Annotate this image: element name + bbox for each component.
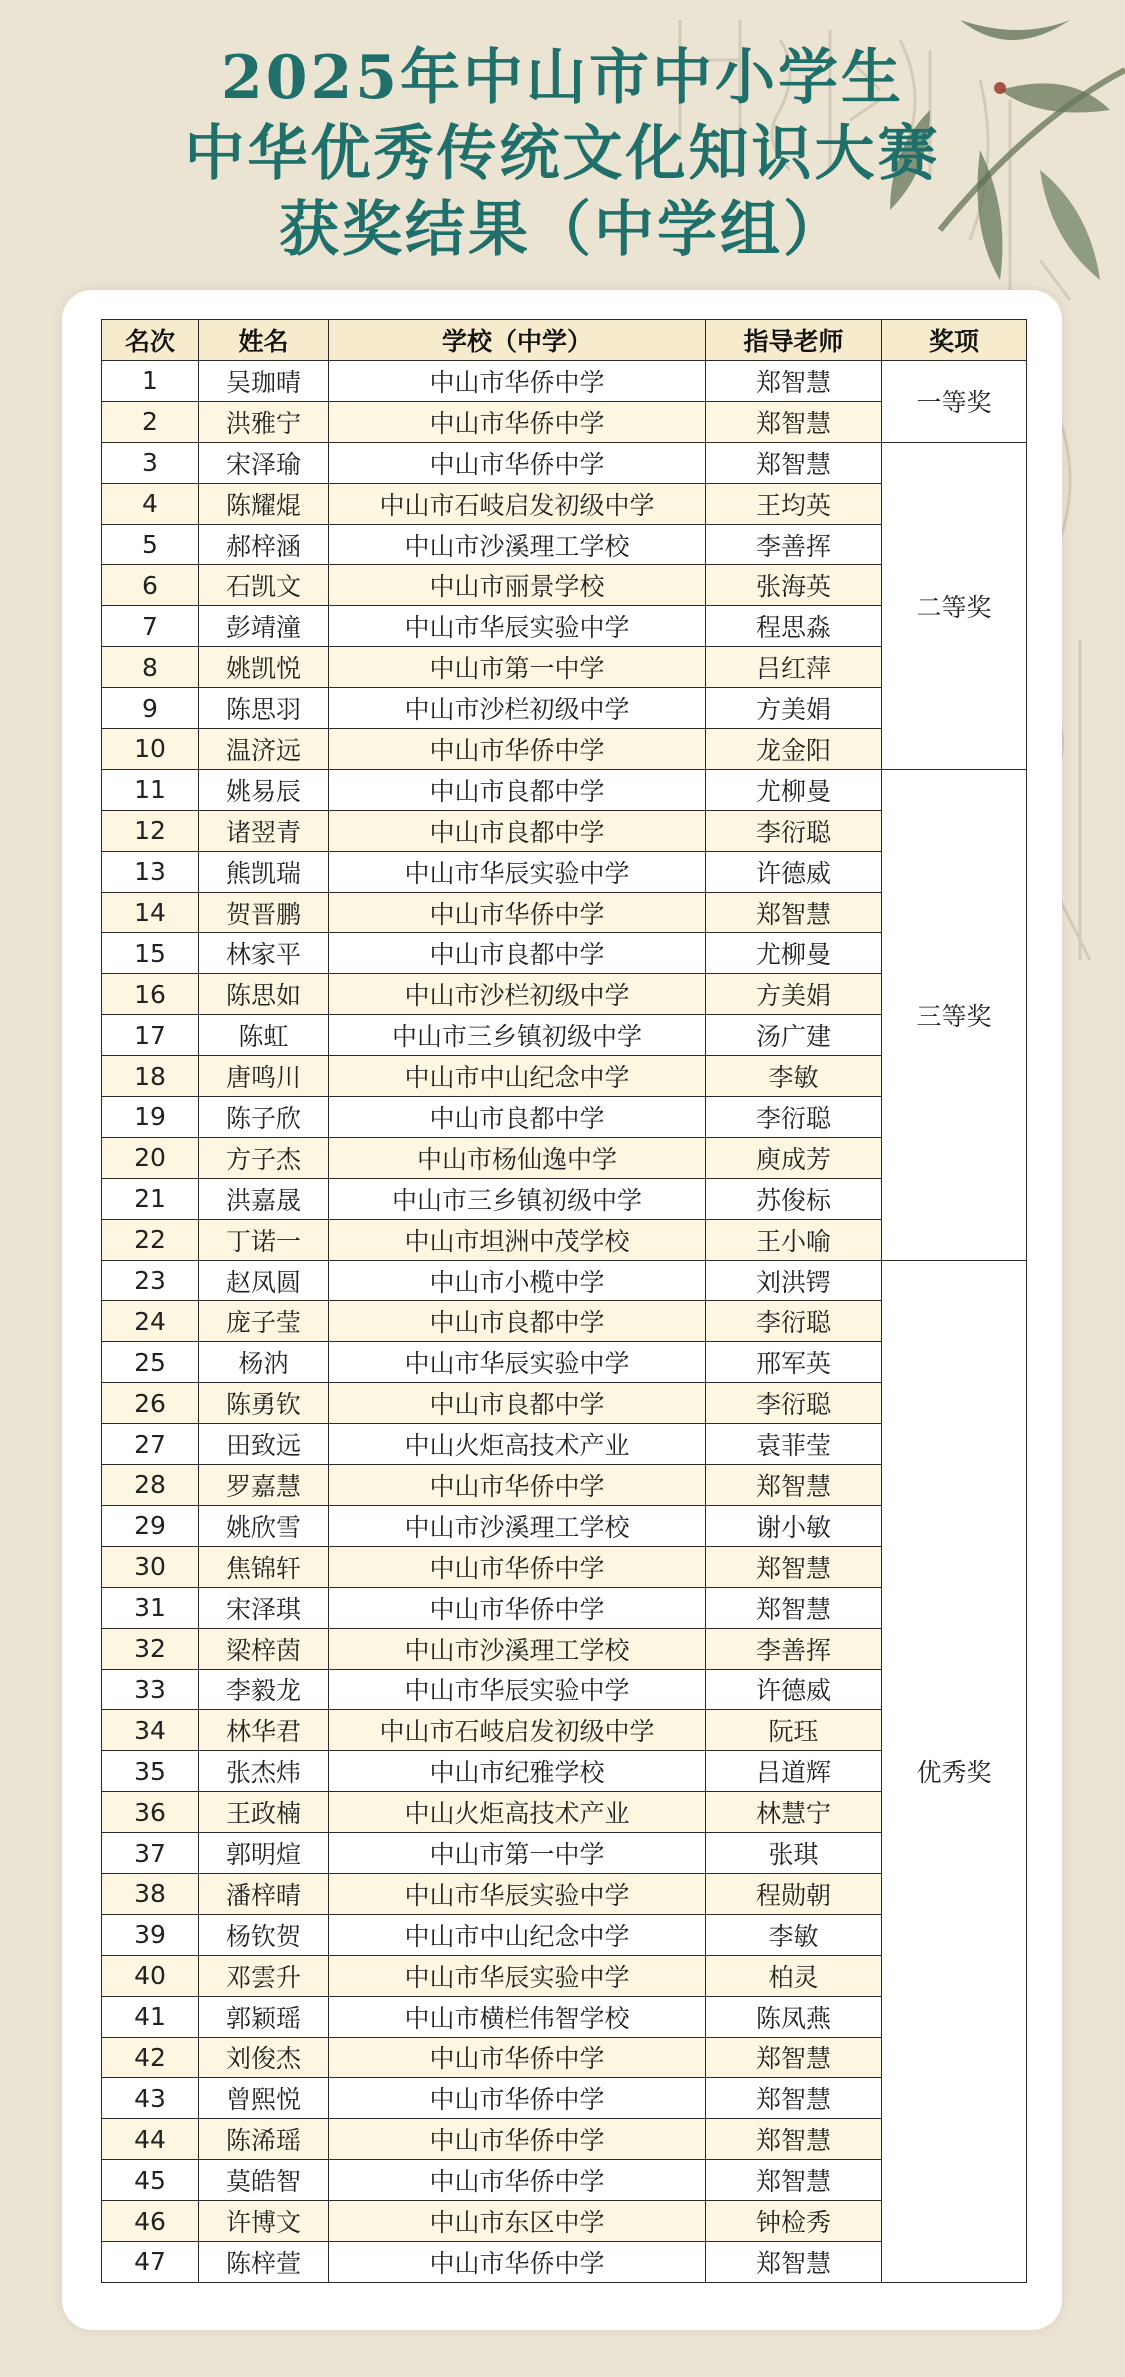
rank-cell: 17 — [102, 1015, 199, 1056]
name-cell: 邓雲升 — [199, 1955, 329, 1996]
rank-cell: 43 — [102, 2078, 199, 2119]
name-cell: 许博文 — [199, 2201, 329, 2242]
rank-cell: 40 — [102, 1955, 199, 1996]
name-cell: 庞子莹 — [199, 1301, 329, 1342]
school-cell: 中山市良都中学 — [329, 1383, 706, 1424]
teacher-cell: 吕道辉 — [706, 1751, 882, 1792]
rank-cell: 35 — [102, 1751, 199, 1792]
award-cell: 三等奖 — [882, 769, 1027, 1260]
teacher-cell: 方美娟 — [706, 688, 882, 729]
teacher-cell: 庾成芳 — [706, 1137, 882, 1178]
table-header-row — [102, 320, 1027, 361]
school-cell: 中山市沙栏初级中学 — [329, 688, 706, 729]
rank-cell: 20 — [102, 1137, 199, 1178]
table-row — [102, 361, 1027, 402]
rank-cell: 11 — [102, 769, 199, 810]
name-cell: 陈梓萱 — [199, 2241, 329, 2282]
name-cell: 潘梓晴 — [199, 1873, 329, 1914]
rank-cell: 27 — [102, 1424, 199, 1465]
school-cell: 中山市华侨中学 — [329, 1546, 706, 1587]
name-cell: 赵凤圆 — [199, 1260, 329, 1301]
teacher-cell: 郑智慧 — [706, 401, 882, 442]
teacher-cell: 程勋朝 — [706, 1873, 882, 1914]
rank-cell: 45 — [102, 2160, 199, 2201]
name-cell: 刘俊杰 — [199, 2037, 329, 2078]
name-cell: 焦锦轩 — [199, 1546, 329, 1587]
teacher-cell: 李善挥 — [706, 1628, 882, 1669]
teacher-cell: 尤柳曼 — [706, 933, 882, 974]
teacher-cell: 郑智慧 — [706, 442, 882, 483]
rank-cell: 31 — [102, 1587, 199, 1628]
name-cell: 陈思如 — [199, 974, 329, 1015]
teacher-cell: 方美娟 — [706, 974, 882, 1015]
school-cell: 中山市丽景学校 — [329, 565, 706, 606]
school-cell: 中山市华侨中学 — [329, 1465, 706, 1506]
name-cell: 吴珈晴 — [199, 361, 329, 402]
teacher-cell: 柏灵 — [706, 1955, 882, 1996]
header-teacher: 指导老师 — [706, 320, 882, 361]
name-cell: 唐鸣川 — [199, 1056, 329, 1097]
teacher-cell: 钟检秀 — [706, 2201, 882, 2242]
name-cell: 曾熙悦 — [199, 2078, 329, 2119]
name-cell: 郭颖瑶 — [199, 1996, 329, 2037]
rank-cell: 24 — [102, 1301, 199, 1342]
teacher-cell: 王均英 — [706, 483, 882, 524]
teacher-cell: 李衍聪 — [706, 810, 882, 851]
teacher-cell: 程思淼 — [706, 606, 882, 647]
award-cell: 优秀奖 — [882, 1260, 1027, 2282]
rank-cell: 41 — [102, 1996, 199, 2037]
rank-cell: 39 — [102, 1914, 199, 1955]
rank-cell: 7 — [102, 606, 199, 647]
rank-cell: 21 — [102, 1178, 199, 1219]
school-cell: 中山市良都中学 — [329, 1097, 706, 1138]
teacher-cell: 郑智慧 — [706, 2241, 882, 2282]
school-cell: 中山市纪雅学校 — [329, 1751, 706, 1792]
rank-cell: 37 — [102, 1833, 199, 1874]
name-cell: 郭明煊 — [199, 1833, 329, 1874]
school-cell: 中山火炬高技术产业 — [329, 1792, 706, 1833]
teacher-cell: 李衍聪 — [706, 1301, 882, 1342]
rank-cell: 32 — [102, 1628, 199, 1669]
school-cell: 中山市华侨中学 — [329, 442, 706, 483]
teacher-cell: 陈凤燕 — [706, 1996, 882, 2037]
teacher-cell: 阮珏 — [706, 1710, 882, 1751]
school-cell: 中山火炬高技术产业 — [329, 1424, 706, 1465]
teacher-cell: 苏俊标 — [706, 1178, 882, 1219]
school-cell: 中山市第一中学 — [329, 1833, 706, 1874]
teacher-cell: 郑智慧 — [706, 2037, 882, 2078]
name-cell: 宋泽琪 — [199, 1587, 329, 1628]
results-table — [101, 319, 1027, 2283]
school-cell: 中山市华侨中学 — [329, 1587, 706, 1628]
rank-cell: 18 — [102, 1056, 199, 1097]
table-row — [102, 769, 1027, 810]
table-body — [102, 361, 1027, 2283]
name-cell: 石凯文 — [199, 565, 329, 606]
rank-cell: 3 — [102, 442, 199, 483]
school-cell: 中山市沙溪理工学校 — [329, 1628, 706, 1669]
school-cell: 中山市良都中学 — [329, 769, 706, 810]
teacher-cell: 邢军英 — [706, 1342, 882, 1383]
rank-cell: 4 — [102, 483, 199, 524]
name-cell: 陈耀焜 — [199, 483, 329, 524]
school-cell: 中山市良都中学 — [329, 933, 706, 974]
school-cell: 中山市中山纪念中学 — [329, 1914, 706, 1955]
name-cell: 莫皓智 — [199, 2160, 329, 2201]
school-cell: 中山市横栏伟智学校 — [329, 1996, 706, 2037]
school-cell: 中山市中山纪念中学 — [329, 1056, 706, 1097]
school-cell: 中山市沙溪理工学校 — [329, 1505, 706, 1546]
award-cell: 二等奖 — [882, 442, 1027, 769]
header-school: 学校（中学） — [329, 320, 706, 361]
title-line-1: 2025年中山市中小学生 — [221, 43, 904, 113]
school-cell: 中山市良都中学 — [329, 810, 706, 851]
header-award: 奖项 — [882, 320, 1027, 361]
rank-cell: 47 — [102, 2241, 199, 2282]
school-cell: 中山市华侨中学 — [329, 892, 706, 933]
name-cell: 张杰炜 — [199, 1751, 329, 1792]
rank-cell: 2 — [102, 401, 199, 442]
rank-cell: 5 — [102, 524, 199, 565]
page-header — [0, 40, 1125, 268]
teacher-cell: 王小喻 — [706, 1219, 882, 1260]
name-cell: 宋泽瑜 — [199, 442, 329, 483]
name-cell: 姚凯悦 — [199, 647, 329, 688]
school-cell: 中山市石岐启发初级中学 — [329, 1710, 706, 1751]
rank-cell: 26 — [102, 1383, 199, 1424]
rank-cell: 33 — [102, 1669, 199, 1710]
name-cell: 温济远 — [199, 729, 329, 770]
rank-cell: 34 — [102, 1710, 199, 1751]
teacher-cell: 郑智慧 — [706, 361, 882, 402]
rank-cell: 36 — [102, 1792, 199, 1833]
award-cell: 一等奖 — [882, 361, 1027, 443]
teacher-cell: 张海英 — [706, 565, 882, 606]
school-cell: 中山市杨仙逸中学 — [329, 1137, 706, 1178]
name-cell: 姚易辰 — [199, 769, 329, 810]
teacher-cell: 郑智慧 — [706, 2078, 882, 2119]
school-cell: 中山市坦洲中茂学校 — [329, 1219, 706, 1260]
name-cell: 洪雅宁 — [199, 401, 329, 442]
name-cell: 熊凯瑞 — [199, 851, 329, 892]
name-cell: 罗嘉慧 — [199, 1465, 329, 1506]
teacher-cell: 郑智慧 — [706, 1546, 882, 1587]
name-cell: 田致远 — [199, 1424, 329, 1465]
teacher-cell: 李衍聪 — [706, 1383, 882, 1424]
name-cell: 陈虹 — [199, 1015, 329, 1056]
teacher-cell: 刘洪锷 — [706, 1260, 882, 1301]
title-line-3: 获奖结果（中学组） — [279, 195, 846, 265]
rank-cell: 29 — [102, 1505, 199, 1546]
teacher-cell: 尤柳曼 — [706, 769, 882, 810]
teacher-cell: 李敏 — [706, 1056, 882, 1097]
teacher-cell: 吕红萍 — [706, 647, 882, 688]
rank-cell: 6 — [102, 565, 199, 606]
teacher-cell: 汤广建 — [706, 1015, 882, 1056]
rank-cell: 25 — [102, 1342, 199, 1383]
rank-cell: 38 — [102, 1873, 199, 1914]
school-cell: 中山市华侨中学 — [329, 2078, 706, 2119]
name-cell: 梁梓茵 — [199, 1628, 329, 1669]
name-cell: 杨钦贺 — [199, 1914, 329, 1955]
school-cell: 中山市华侨中学 — [329, 2037, 706, 2078]
rank-cell: 14 — [102, 892, 199, 933]
school-cell: 中山市华侨中学 — [329, 729, 706, 770]
name-cell: 洪嘉晟 — [199, 1178, 329, 1219]
rank-cell: 42 — [102, 2037, 199, 2078]
school-cell: 中山市华侨中学 — [329, 361, 706, 402]
school-cell: 中山市华侨中学 — [329, 2241, 706, 2282]
teacher-cell: 林慧宁 — [706, 1792, 882, 1833]
teacher-cell: 李衍聪 — [706, 1097, 882, 1138]
name-cell: 丁诺一 — [199, 1219, 329, 1260]
rank-cell: 23 — [102, 1260, 199, 1301]
name-cell: 李毅龙 — [199, 1669, 329, 1710]
school-cell: 中山市华辰实验中学 — [329, 1873, 706, 1914]
school-cell: 中山市小榄中学 — [329, 1260, 706, 1301]
name-cell: 贺晋鹏 — [199, 892, 329, 933]
header-name: 姓名 — [199, 320, 329, 361]
school-cell: 中山市三乡镇初级中学 — [329, 1178, 706, 1219]
rank-cell: 28 — [102, 1465, 199, 1506]
rank-cell: 9 — [102, 688, 199, 729]
school-cell: 中山市华辰实验中学 — [329, 606, 706, 647]
name-cell: 姚欣雪 — [199, 1505, 329, 1546]
school-cell: 中山市第一中学 — [329, 647, 706, 688]
name-cell: 陈思羽 — [199, 688, 329, 729]
school-cell: 中山市石岐启发初级中学 — [329, 483, 706, 524]
teacher-cell: 郑智慧 — [706, 1465, 882, 1506]
school-cell: 中山市沙溪理工学校 — [329, 524, 706, 565]
rank-cell: 30 — [102, 1546, 199, 1587]
school-cell: 中山市良都中学 — [329, 1301, 706, 1342]
rank-cell: 15 — [102, 933, 199, 974]
table-row — [102, 442, 1027, 483]
name-cell: 诸翌青 — [199, 810, 329, 851]
teacher-cell: 郑智慧 — [706, 1587, 882, 1628]
rank-cell: 12 — [102, 810, 199, 851]
name-cell: 陈浠瑶 — [199, 2119, 329, 2160]
teacher-cell: 郑智慧 — [706, 2160, 882, 2201]
school-cell: 中山市华辰实验中学 — [329, 851, 706, 892]
name-cell: 方子杰 — [199, 1137, 329, 1178]
school-cell: 中山市华辰实验中学 — [329, 1669, 706, 1710]
header-rank: 名次 — [102, 320, 199, 361]
teacher-cell: 龙金阳 — [706, 729, 882, 770]
school-cell: 中山市华辰实验中学 — [329, 1955, 706, 1996]
school-cell: 中山市华侨中学 — [329, 2119, 706, 2160]
rank-cell: 19 — [102, 1097, 199, 1138]
teacher-cell: 郑智慧 — [706, 892, 882, 933]
school-cell: 中山市华侨中学 — [329, 2160, 706, 2201]
rank-cell: 10 — [102, 729, 199, 770]
title-line-2: 中华优秀传统文化知识大赛 — [184, 119, 941, 189]
school-cell: 中山市华侨中学 — [329, 401, 706, 442]
name-cell: 杨汭 — [199, 1342, 329, 1383]
name-cell: 陈勇钦 — [199, 1383, 329, 1424]
school-cell: 中山市三乡镇初级中学 — [329, 1015, 706, 1056]
name-cell: 彭靖潼 — [199, 606, 329, 647]
name-cell: 林华君 — [199, 1710, 329, 1751]
teacher-cell: 许德威 — [706, 851, 882, 892]
teacher-cell: 张琪 — [706, 1833, 882, 1874]
teacher-cell: 谢小敏 — [706, 1505, 882, 1546]
teacher-cell: 李敏 — [706, 1914, 882, 1955]
school-cell: 中山市沙栏初级中学 — [329, 974, 706, 1015]
teacher-cell: 李善挥 — [706, 524, 882, 565]
rank-cell: 46 — [102, 2201, 199, 2242]
rank-cell: 16 — [102, 974, 199, 1015]
name-cell: 郝梓涵 — [199, 524, 329, 565]
table-row — [102, 1260, 1027, 1301]
rank-cell: 13 — [102, 851, 199, 892]
name-cell: 陈子欣 — [199, 1097, 329, 1138]
school-cell: 中山市华辰实验中学 — [329, 1342, 706, 1383]
rank-cell: 44 — [102, 2119, 199, 2160]
rank-cell: 22 — [102, 1219, 199, 1260]
teacher-cell: 袁菲莹 — [706, 1424, 882, 1465]
teacher-cell: 许德威 — [706, 1669, 882, 1710]
teacher-cell: 郑智慧 — [706, 2119, 882, 2160]
school-cell: 中山市东区中学 — [329, 2201, 706, 2242]
name-cell: 林家平 — [199, 933, 329, 974]
rank-cell: 8 — [102, 647, 199, 688]
name-cell: 王政楠 — [199, 1792, 329, 1833]
rank-cell: 1 — [102, 361, 199, 402]
